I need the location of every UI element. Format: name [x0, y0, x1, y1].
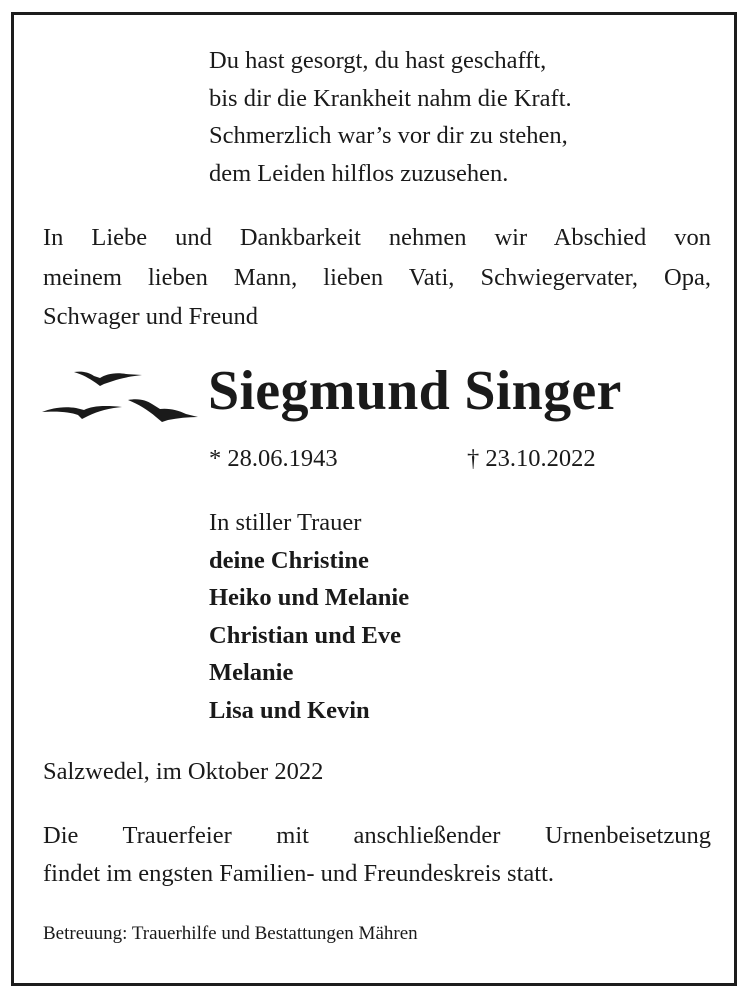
undertaker-credit: Betreuung: Trauerhilfe und Bestattungen Mähren — [43, 923, 418, 944]
notice-line: findet im engsten Familien- und Freundeskreis statt. — [43, 859, 555, 887]
farewell-text — [43, 218, 711, 337]
mourner-name: Heiko und Melanie — [209, 584, 410, 611]
farewell-line: Schwager und Freund — [43, 303, 259, 330]
mourners-intro: In stiller Trauer — [209, 509, 362, 536]
notice-line: Die Trauerfeier mit anschließender Urnenbeisetzung — [43, 822, 711, 849]
poem-line: Du hast gesorgt, du hast geschafft, — [209, 47, 547, 74]
poem-line: bis dir die Krankheit nahm die Kraft. — [209, 84, 572, 112]
birth-date: * 28.06.1943 — [209, 445, 338, 472]
bird-icon — [42, 406, 122, 419]
place-date: Salzwedel, im Oktober 2022 — [43, 758, 324, 785]
mourner-name: deine Christine — [209, 546, 369, 574]
poem — [209, 42, 572, 192]
farewell-line: In Liebe und Dankbarkeit nehmen wir Abschied von — [43, 224, 711, 251]
bird-icon — [128, 399, 198, 422]
deceased-name: Siegmund Singer — [208, 360, 622, 422]
farewell-line: meinem lieben Mann, lieben Vati, Schwiegervater, Opa, — [43, 263, 711, 291]
flying-birds-icon — [42, 362, 202, 432]
funeral-notice — [43, 817, 711, 892]
mourner-name: Lisa und Kevin — [209, 696, 370, 724]
bird-icon — [74, 372, 142, 386]
death-date: † 23.10.2022 — [467, 445, 596, 472]
mourner-name: Christian und Eve — [209, 621, 401, 649]
mourner-name: Melanie — [209, 659, 294, 686]
poem-line: Schmerzlich war’s vor dir zu stehen, — [209, 122, 568, 149]
mourners-list — [209, 504, 409, 729]
poem-line: dem Leiden hilflos zuzusehen. — [209, 159, 509, 187]
